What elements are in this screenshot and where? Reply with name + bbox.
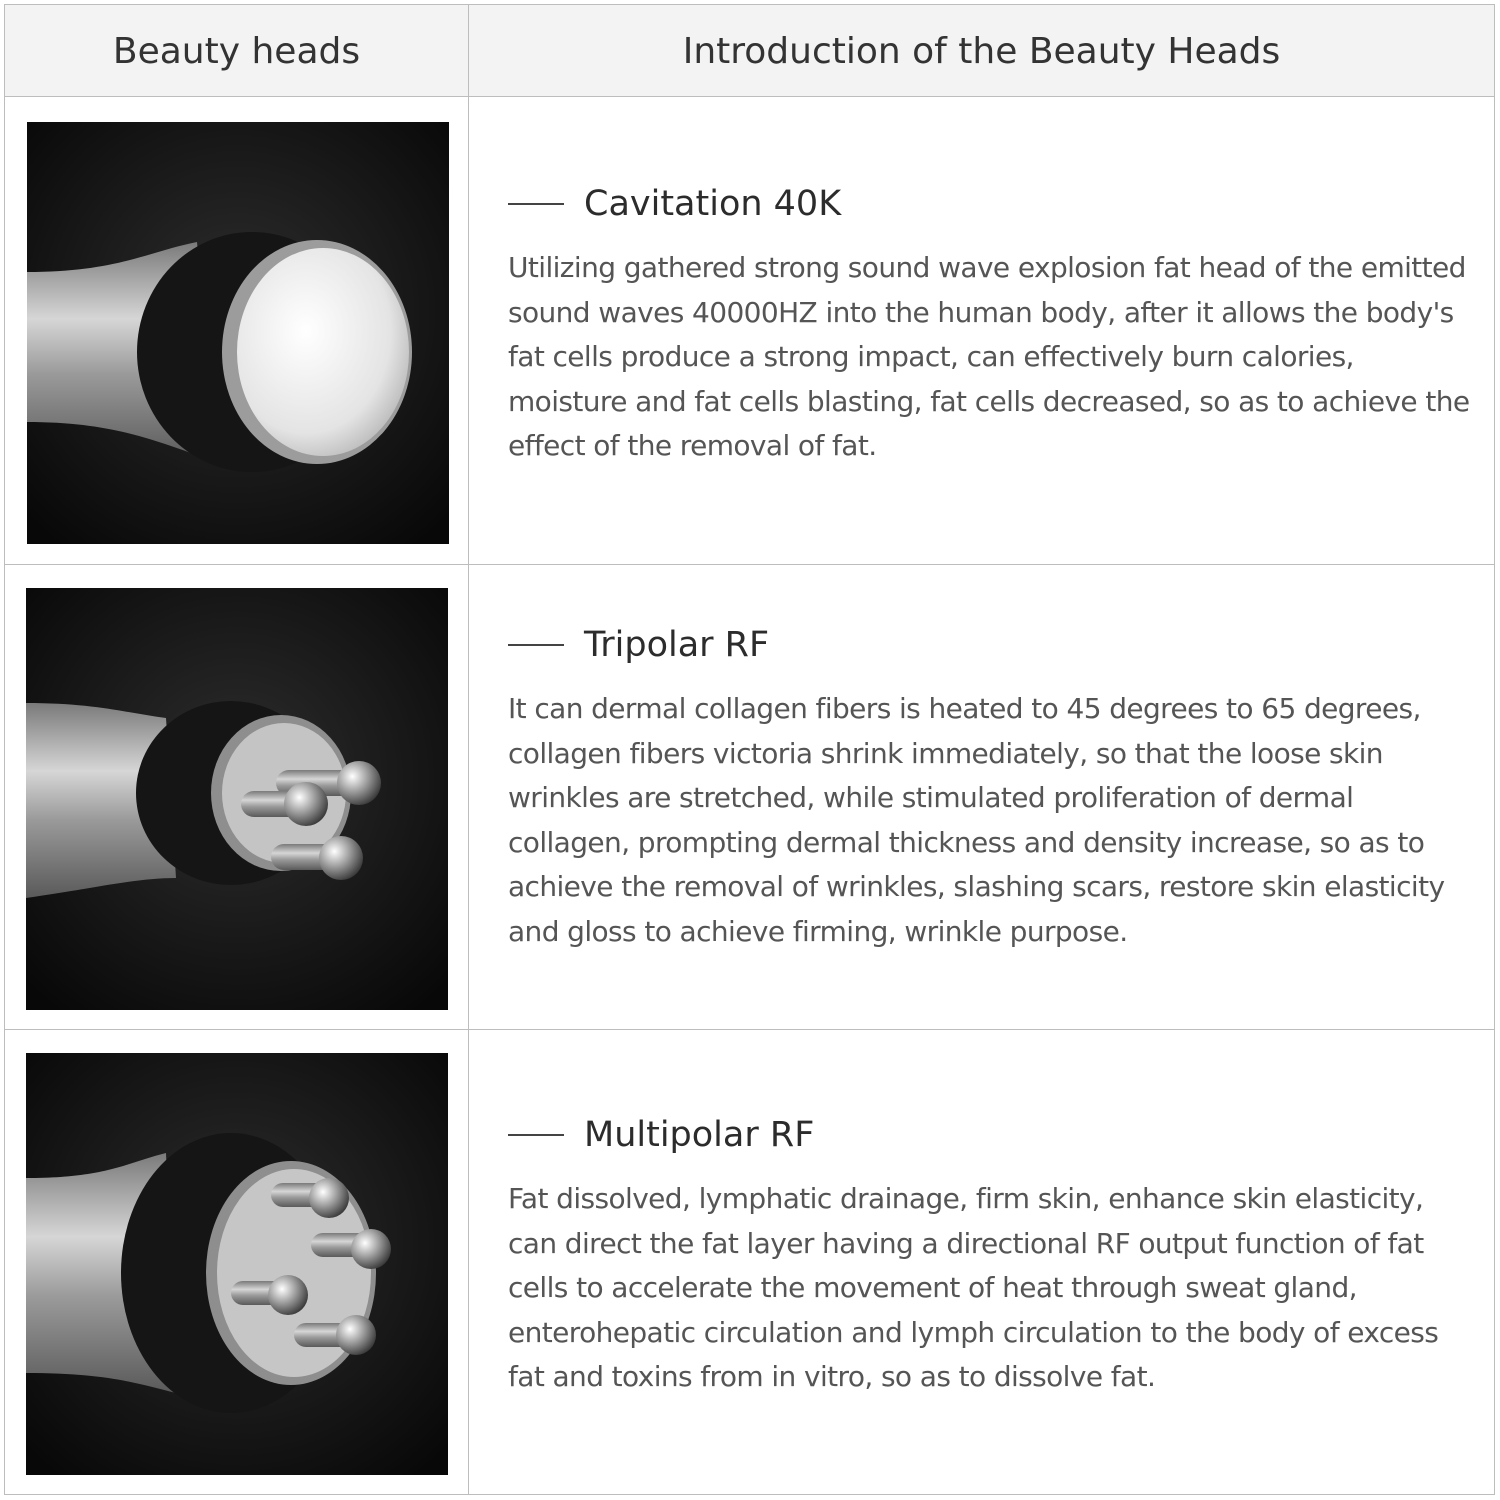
row-divider — [4, 96, 1495, 97]
dash-decoration — [508, 1134, 564, 1136]
header-beauty-heads — [5, 5, 468, 97]
head-title — [502, 625, 1477, 665]
head-title-text: Tripolar RF — [584, 625, 770, 665]
header-beauty-heads-label: Beauty heads — [112, 30, 361, 72]
cavitation-head-photo — [27, 122, 449, 544]
head-title — [502, 184, 1477, 224]
row-divider — [4, 1029, 1495, 1030]
dash-decoration — [508, 644, 564, 646]
head-description: It can dermal collagen fibers is heated to 45 degrees to 65 degrees, collagen fibers victoria shrink immediately, so that the loose skin wrinkles are stretched, while stimulated proliferation of dermal collagen, prompting dermal thickness and density increase, so as to achieve the removal of wrinkles, slashing scars, restore skin elasticity and gloss to achieve firming, wrinkle purpose. — [508, 692, 1445, 948]
row-divider — [4, 564, 1495, 565]
multipolar-rf-head-photo — [26, 1053, 448, 1475]
column-divider — [468, 4, 469, 1495]
header-introduction — [469, 5, 1494, 97]
intro-tripolar-rf — [502, 625, 1477, 955]
header-introduction-label: Introduction of the Beauty Heads — [682, 30, 1281, 72]
intro-cavitation — [502, 184, 1477, 469]
head-description: Fat dissolved, lymphatic drainage, firm skin, enhance skin elasticity, can direct the fat layer having a directional RF output function of fat cells to accelerate the movement of heat through sweat gland, enterohepatic circulation and lymph circulation to the body of excess fat and toxins from in vitro, so as to dissolve fat. — [508, 1182, 1439, 1394]
head-title-text: Cavitation 40K — [584, 184, 842, 224]
tripolar-rf-head-photo — [26, 588, 448, 1010]
head-description: Utilizing gathered strong sound wave explosion fat head of the emitted sound waves 40000HZ into the human body, after it allows the body's fat cells produce a strong impact, can effectively burn calories, moisture and fat cells blasting, fat cells decreased, so as to achieve the effect of the removal of fat. — [508, 251, 1470, 463]
intro-multipolar-rf — [502, 1115, 1477, 1400]
head-title — [502, 1115, 1477, 1155]
dash-decoration — [508, 203, 564, 205]
head-title-text: Multipolar RF — [584, 1115, 815, 1155]
